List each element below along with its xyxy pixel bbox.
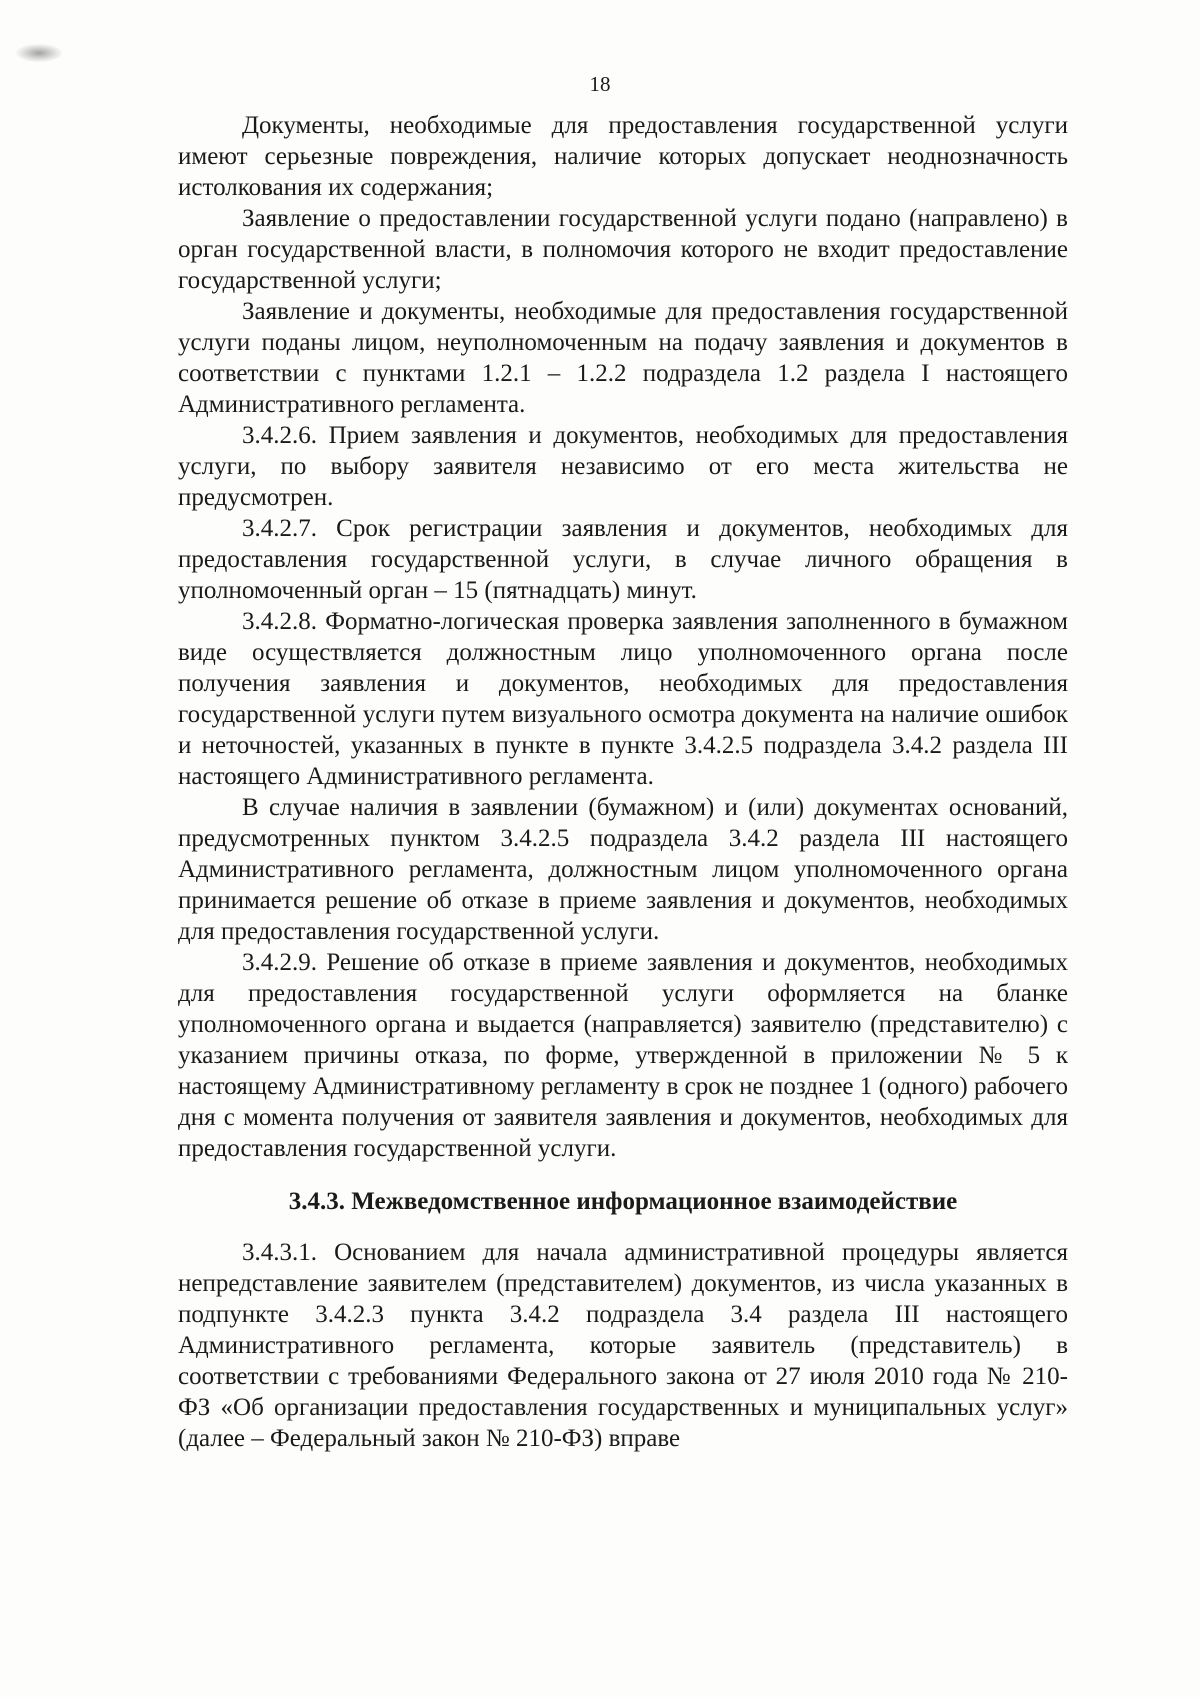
paragraph-3-4-2-9: 3.4.2.9. Решение об отказе в приеме заявления и документов, необходимых для предоставления государственной услуги оформляется на бланке уполномоченного органа и выдается (направляется) заявителю (представителю) с указанием причины отказа, по форме, утвержденной в приложении № 5 к настоящему Административному регламенту в срок не позднее 1 (одного) рабочего дня с момента получения от заявителя заявления и документов, необходимых для предоставления государственной услуги. [178, 949, 1068, 1162]
paragraph-damaged-documents: Документы, необходимые для предоставления государственной услуги имеют серьезные повреждения, наличие которых допускает неоднозначность истолкования их содержания; [178, 112, 1068, 201]
document-body [178, 110, 1068, 1454]
paragraph-3-4-3-1: 3.4.3.1. Основанием для начала административной процедуры является непредставление заявителем (представителем) документов, из числа указанных в подпункте 3.4.2.3 пункта 3.4.2 подраздела 3.4 раздела III настоящего Административного регламента, которые заявитель (представитель) в соответствии с требованиями Федерального закона от 27 июля 2010 года № 210-ФЗ «Об организации предоставления государственных и муниципальных услуг» (далее – Федеральный закон № 210-ФЗ) вправе [178, 1239, 1068, 1452]
paragraph-3-4-2-7: 3.4.2.7. Срок регистрации заявления и документов, необходимых для предоставления государственной услуги, в случае личного обращения в уполномоченный орган – 15 (пятнадцать) минут. [178, 515, 1068, 604]
paragraph-unauthorized-person: Заявление и документы, необходимые для предоставления государственной услуги поданы лицом, неуполномоченным на подачу заявления и документов в соответствии с пунктами 1.2.1 – 1.2.2 подраздела 1.2 раздела I настоящего Административного регламента. [178, 298, 1068, 418]
scan-artifact [16, 44, 62, 62]
paragraph-wrong-authority: Заявление о предоставлении государственной услуги подано (направлено) в орган государственной власти, в полномочия которого не входит предоставление государственной услуги; [178, 205, 1068, 294]
paragraph-3-4-2-6: 3.4.2.6. Прием заявления и документов, необходимых для предоставления услуги, по выбору заявителя независимо от его места жительства не предусмотрен. [178, 422, 1068, 511]
page-number: 18 [589, 72, 611, 96]
section-heading: 3.4.3. Межведомственное информационное взаимодействие [288, 1188, 958, 1215]
paragraph-refusal-grounds: В случае наличия в заявлении (бумажном) и (или) документах оснований, предусмотренных пунктом 3.4.2.5 подраздела 3.4.2 раздела III настоящего Административного регламента, должностным лицом уполномоченного органа принимается решение об отказе в приеме заявления и документов, необходимых для предоставления государственной услуги. [178, 794, 1068, 945]
paragraph-3-4-2-8: 3.4.2.8. Форматно-логическая проверка заявления заполненного в бумажном виде осуществляется должностным лицо уполномоченного органа после получения заявления и документов, необходимых для предоставления государственной услуги путем визуального осмотра документа на наличие ошибок и неточностей, указанных в пункте в пункте 3.4.2.5 подраздела 3.4.2 раздела III настоящего Административного регламента. [178, 608, 1068, 790]
